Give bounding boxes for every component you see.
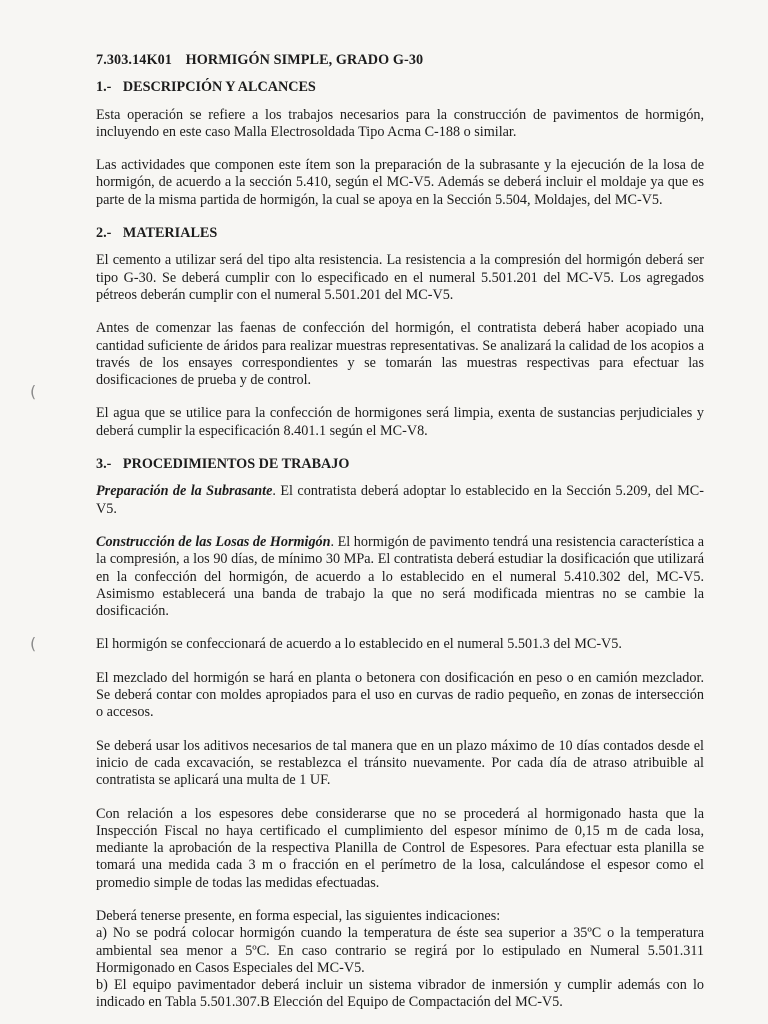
paragraph: Esta operación se refiere a los trabajos necesarios para la construcción de pavimentos de hormigón, incluyendo en este caso Malla Electrosoldada Tipo Acma C-188 o similar.	[96, 106, 704, 140]
binder-hole-mark-1: (	[30, 382, 37, 401]
indication-item-b: b) El equipo pavimentador deberá incluir un sistema vibrador de inmersión y cumplir además con lo indicado en Tabla 5.501.307.B Elección del Equipo de Compactación del MC-V5.	[96, 977, 704, 1011]
binder-hole-mark-2: (	[30, 634, 37, 653]
title-code: 7.303.14K01	[96, 52, 172, 68]
section-3-heading	[96, 456, 704, 473]
document-title	[96, 52, 704, 69]
section-number: 3.-	[96, 456, 112, 473]
section-number: 1.-	[96, 79, 112, 96]
lead-title: Preparación de la Subrasante	[96, 483, 273, 500]
paragraph: El agua que se utilice para la confección de hormigones será limpia, exenta de sustancias perjudiciales y deberá cumplir la especificación 8.401.1 según el MC-V8.	[96, 405, 704, 439]
section-1-heading	[96, 79, 704, 96]
section-title: DESCRIPCIÓN Y ALCANCES	[122, 79, 316, 96]
paragraph: El mezclado del hormigón se hará en planta o betonera con dosificación en peso o en camión mezclador. Se deberá contar con moldes apropiados para el uso en curvas de radio pequeño, en zonas de intersección o accesos.	[96, 669, 704, 721]
paragraph: El cemento a utilizar será del tipo alta resistencia. La resistencia a la compresión del hormigón deberá ser tipo G-30. Se deberá cumplir con lo especificado en el numeral 5.501.201 del MC-V5. Los agregados pétreos deberán cumplir con el numeral 5.501.201 del MC-V5.	[96, 252, 704, 303]
lead-paragraph-losas	[96, 534, 704, 620]
paragraph: El hormigón se confeccionará de acuerdo a lo establecido en el numeral 5.501.3 del MC-V5.	[96, 636, 622, 653]
section-number: 2.-	[96, 225, 112, 242]
section-2-heading	[96, 225, 704, 242]
document-page	[96, 52, 704, 1012]
lead-paragraph-subrasante	[96, 483, 704, 518]
lead-text: . El hormigón de pavimento tendrá una resistencia característica a la compresión, a los 90 días, de mínimo 30 MPa. El contratista deberá estudiar la dosificación que utilizará en la confección del hormigón, de acuerdo a lo establecido en el numeral 5.410.302 del, MC-V5. Asimismo establecerá una banda de trabajo la que no será modificada mientras no se cambie la dosificación.	[96, 533, 704, 620]
section-title: MATERIALES	[122, 225, 218, 242]
paragraph: Las actividades que componen este ítem son la preparación de la subrasante y la ejecución de la losa de hormigón, de acuerdo a la sección 5.410, según el MC-V5. Además se deberá incluir el moldaje ya que es parte de la misma partida de hormigón, la cual se apoya en la Sección 5.504, Moldajes, del MC-V5.	[96, 157, 704, 208]
lead-title: Construcción de las Losas de Hormigón	[96, 533, 331, 550]
paragraph: Antes de comenzar las faenas de confección del hormigón, el contratista deberá haber acopiado una cantidad suficiente de áridos para realizar muestras representativas. Se analizará la calidad de los acopios a través de los ensayes correspondientes y se tomarán las muestras respectivas para efectuar las dosificaciones de prueba y de control.	[96, 320, 704, 389]
indication-item-a: a) No se podrá colocar hormigón cuando la temperatura de éste sea superior a 35ºC o la temperatura ambiental sea menor a 5ºC. En caso contrario se regirá por lo estipulado en Numeral 5.501.311 Hormigonado en Casos Especiales del MC-V5.	[96, 925, 704, 976]
paragraph: Con relación a los espesores debe considerarse que no se procederá al hormigonado hasta que la Inspección Fiscal no haya certificado el cumplimiento del espesor mínimo de 0,15 m de cada losa, mediante la aprobación de la respectiva Planilla de Control de Espesores. Para efectuar esta planilla se tomará una medida cada 3 m o fracción en el perímetro de la losa, calculándose el espesor como el promedio simple de todas las medidas efectuadas.	[96, 805, 704, 891]
indications-intro: Deberá tenerse presente, en forma especial, las siguientes indicaciones:	[96, 907, 501, 924]
section-title: PROCEDIMIENTOS DE TRABAJO	[122, 456, 350, 473]
title-text: HORMIGÓN SIMPLE, GRADO G-30	[185, 52, 424, 68]
paragraph: Se deberá usar los aditivos necesarios de tal manera que en un plazo máximo de 10 días contados desde el inicio de cada excavación, se restablezca el tránsito nuevamente. Por cada día de atraso atribuible al contratista se aplicará una multa de 1 UF.	[96, 737, 704, 789]
lead-text: . El contratista deberá adoptar lo establecido en la Sección 5.209, del MC-V5.	[96, 483, 704, 517]
